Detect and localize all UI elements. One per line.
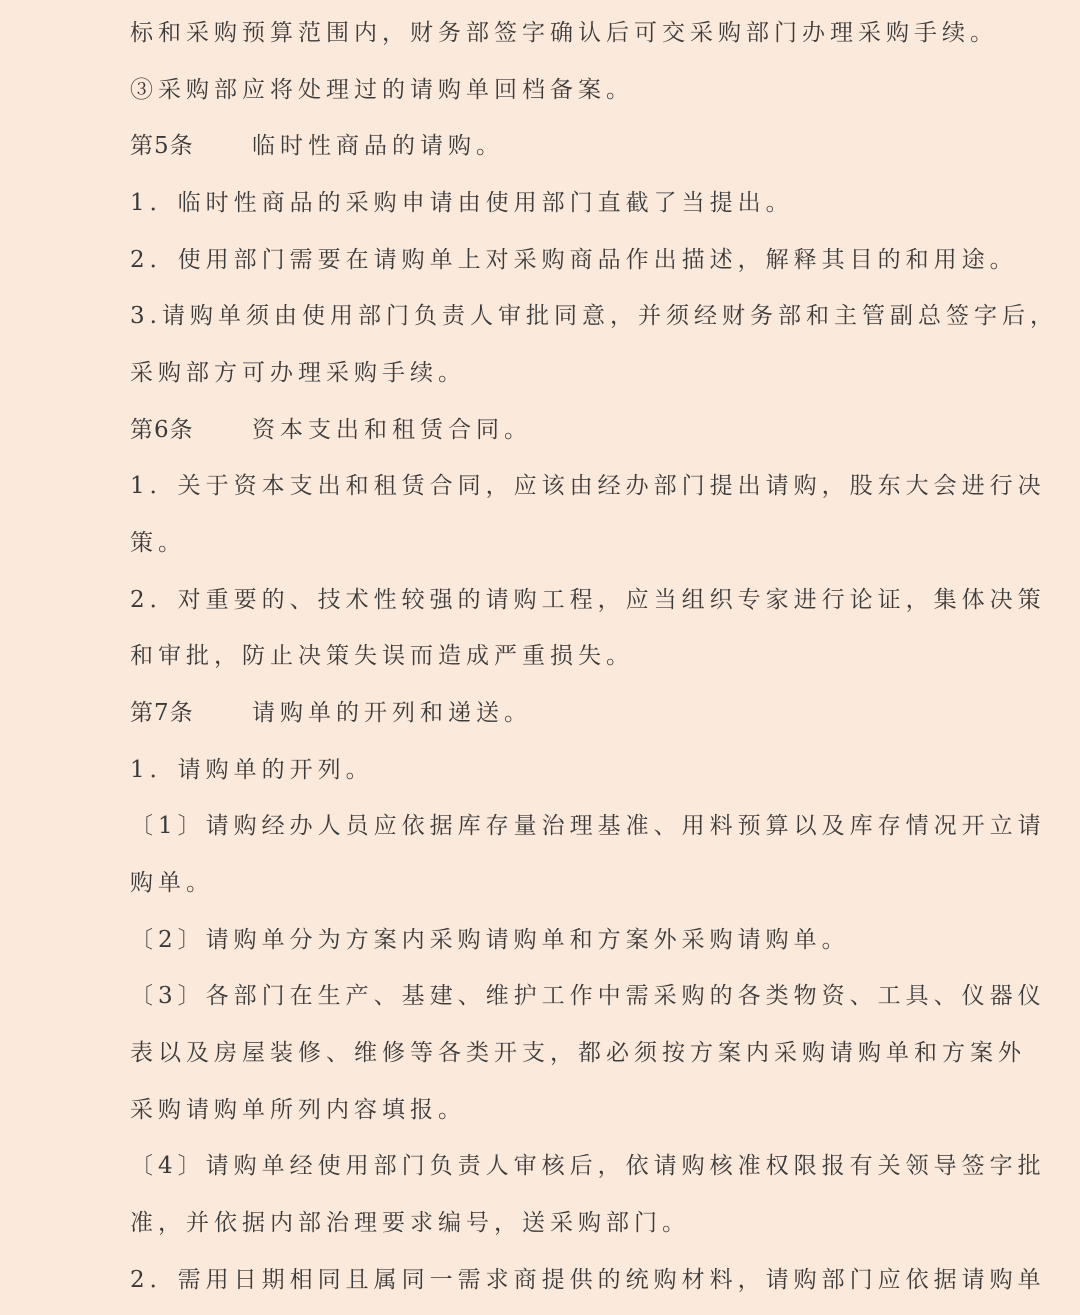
text-line: 策。: [130, 530, 186, 556]
text-line: 和审批，防止决策失误而造成严重损失。: [130, 643, 634, 669]
text-line: 〔2〕请购单分为方案内采购请购单和方案外采购请购单。: [130, 927, 850, 953]
article-heading: [130, 402, 960, 458]
text-line: 〔3〕各部门在生产、基建、维护工作中需采购的各类物资、工具、仪器仪: [130, 983, 1046, 1009]
text-line: 2．需用日期相同且属同一需求商提供的统购材料，请购部门应依据请购单: [130, 1267, 1046, 1293]
article-title: 临时性商品的请购。: [252, 133, 504, 159]
text-line: 采购部方可办理采购手续。: [130, 360, 466, 386]
text-line: 购单。: [130, 870, 214, 896]
text-line: 1．临时性商品的采购申请由使用部门直截了当提出。: [130, 190, 794, 216]
article-number: 第5条: [130, 133, 194, 159]
text-line: 表以及房屋装修、维修等各类开支，都必须按方案内采购请购单和方案外: [130, 1040, 1026, 1066]
text-line: 〔1〕请购经办人员应依据库存量治理基准、用料预算以及库存情况开立请: [130, 813, 1046, 839]
article-number: 第7条: [130, 700, 194, 726]
article-heading: [130, 118, 960, 174]
article-number: 第6条: [130, 417, 194, 443]
text-line: 采购请购单所列内容填报。: [130, 1097, 466, 1123]
text-line: 标和采购预算范围内，财务部签字确认后可交采购部门办理采购手续。: [130, 20, 998, 46]
article-heading: [130, 685, 960, 741]
text-line: ③采购部应将处理过的请购单回档备案。: [130, 77, 634, 103]
text-line: 3.请购单须由使用部门负责人审批同意，并须经财务部和主管副总签字后，: [130, 303, 1058, 329]
text-line: 1．请购单的开列。: [130, 757, 374, 783]
article-title: 资本支出和租赁合同。: [252, 417, 532, 443]
text-line: 1．关于资本支出和租赁合同，应该由经办部门提出请购，股东大会进行决: [130, 473, 1046, 499]
text-line: 2．使用部门需要在请购单上对采购商品作出描述，解释其目的和用途。: [130, 247, 1018, 273]
text-line: 准，并依据内部治理要求编号，送采购部门。: [130, 1210, 690, 1236]
text-line: 〔4〕请购单经使用部门负责人审核后，依请购核准权限报有关领导签字批: [130, 1153, 1046, 1179]
article-title: 请购单的开列和递送。: [252, 700, 532, 726]
text-line: 2．对重要的、技术性较强的请购工程，应当组织专家进行论证，集体决策: [130, 587, 1046, 613]
